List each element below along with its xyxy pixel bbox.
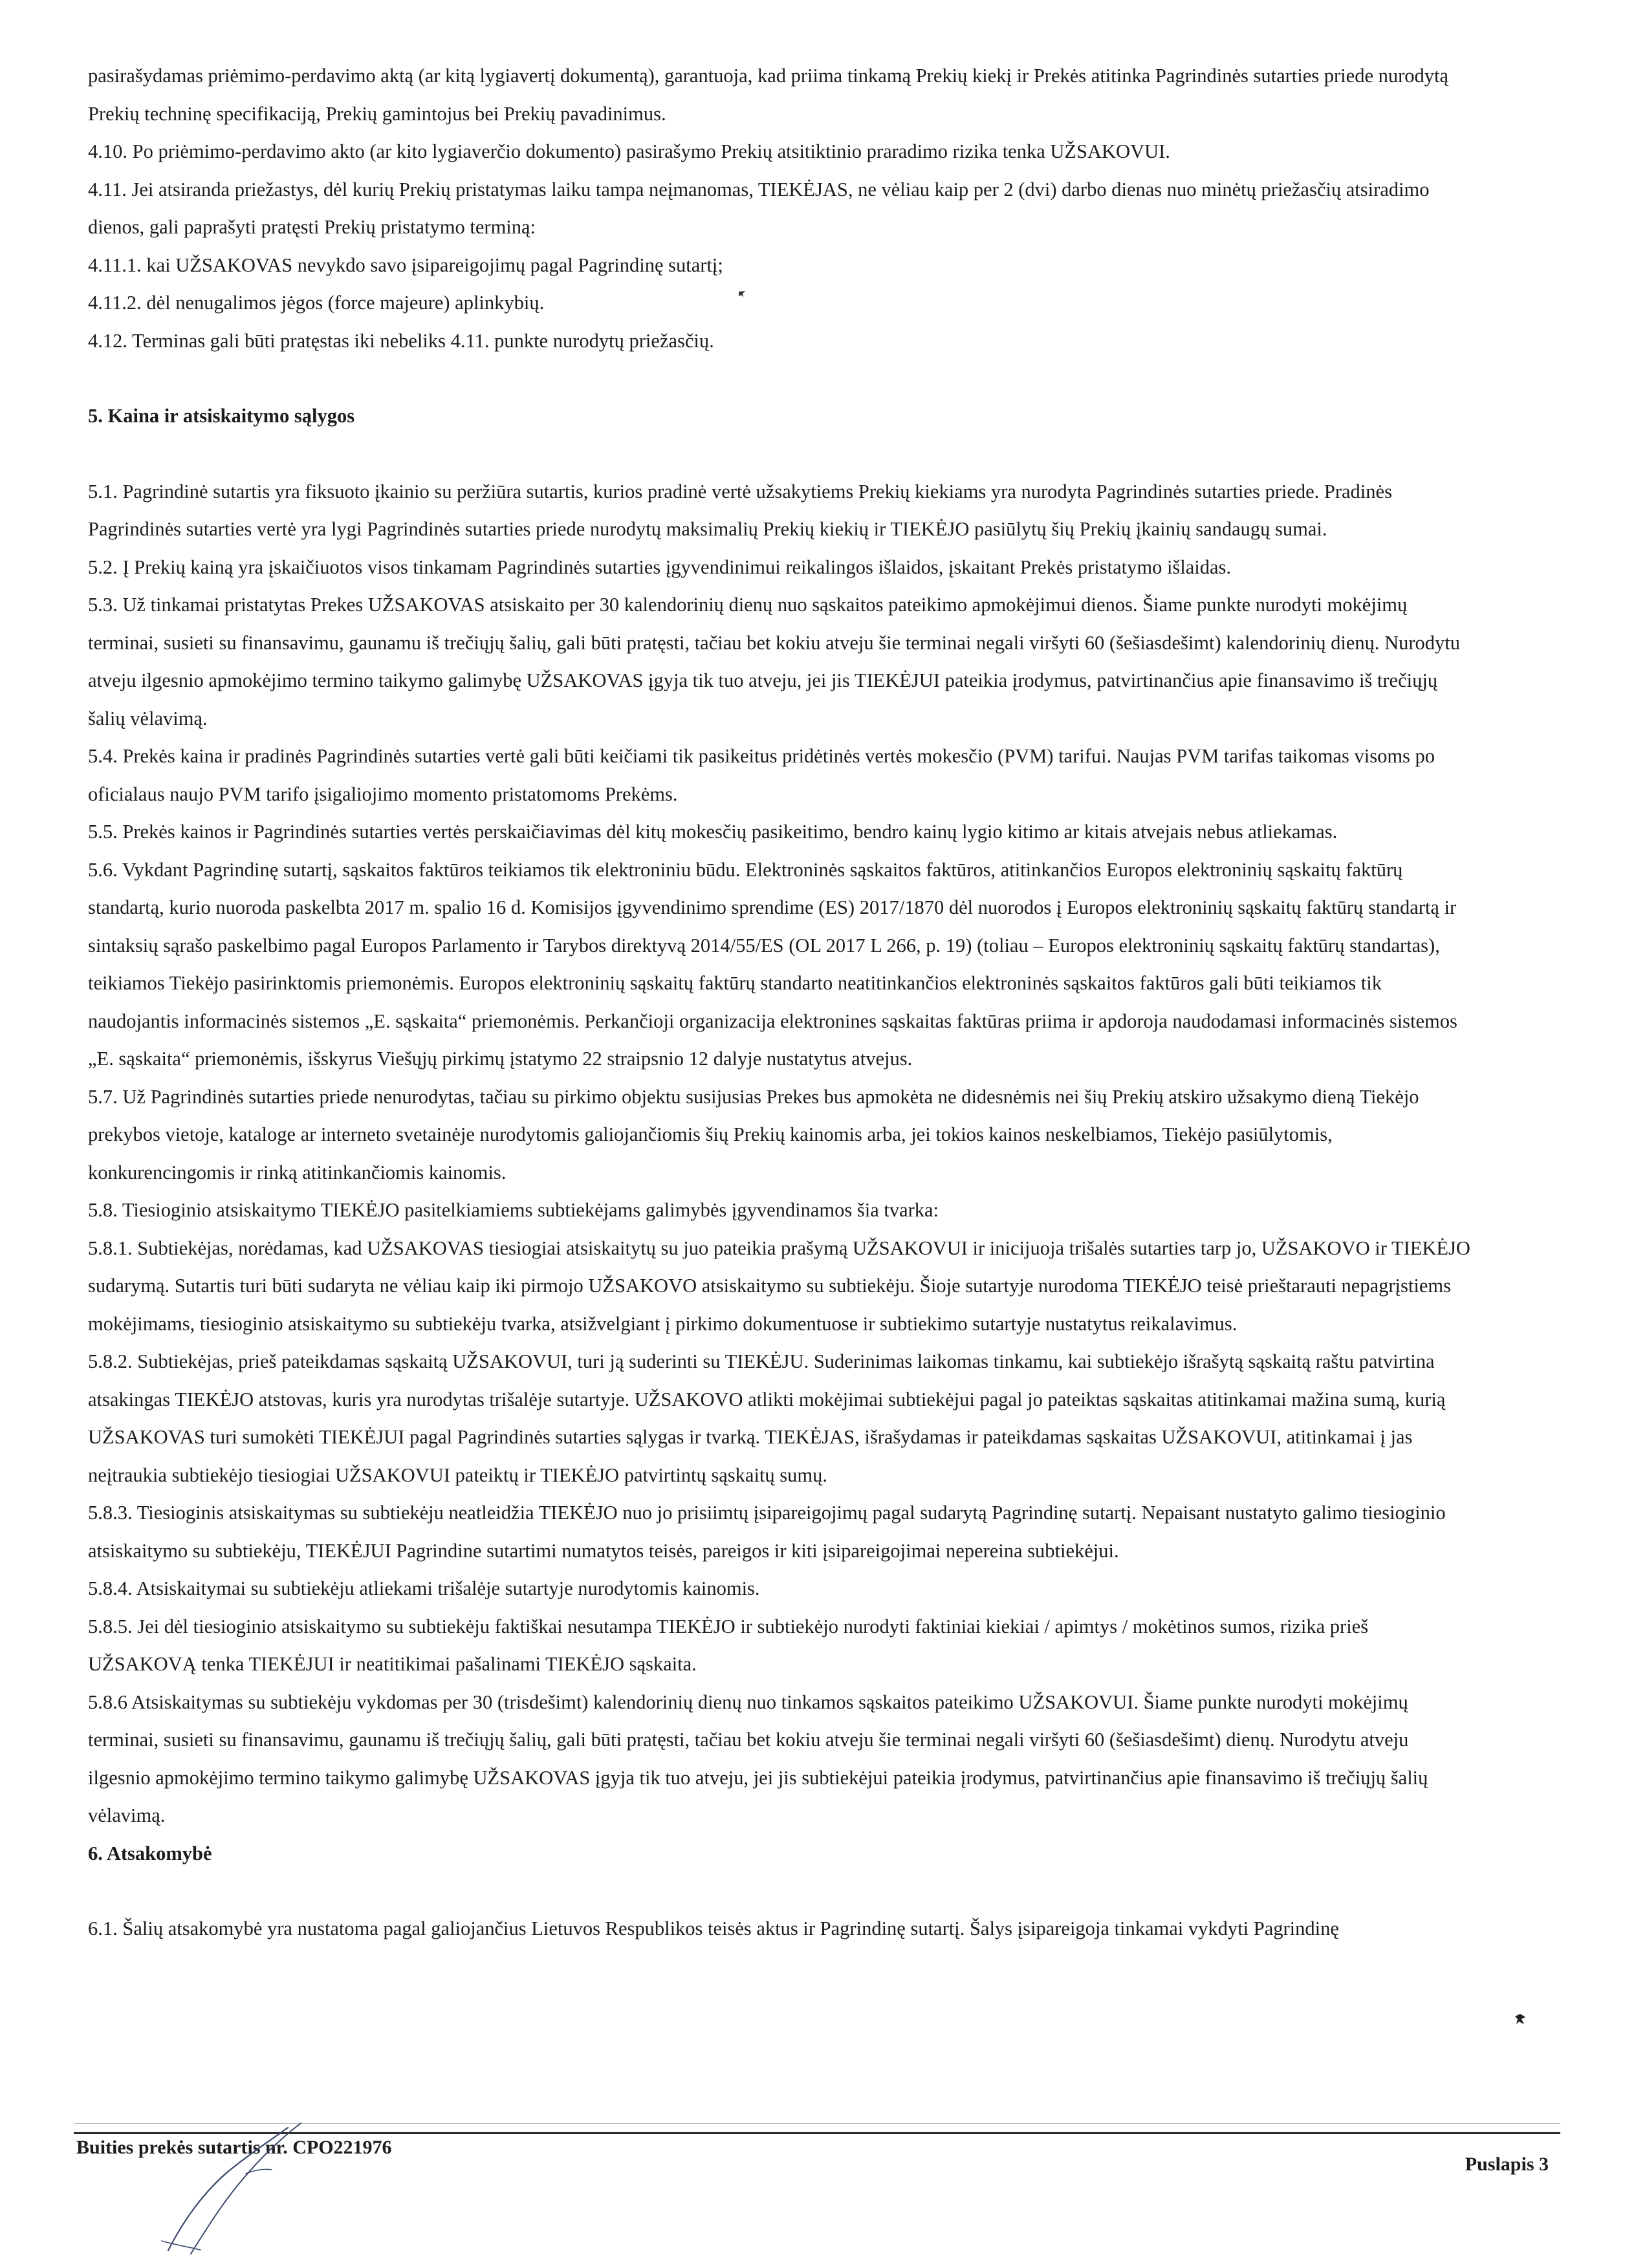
paragraph-5-3: 5.3. Už tinkamai pristatytas Prekes UŽSAKOVAS atsiskaito per 30 kalendorinių dienų nuo sąskaitos pateikimo apmokėjimui dienos. Šiame punkte nurodyti mokėjimų terminai, susieti su finansavimu, gaunamu iš trečiųjų šalių, gali būti pratęsti, tačiau bet kokiu atveju šie terminai negali viršyti 60 (šešiasdešimt) kalendorinių dienų. Nurodytu atveju ilgesnio apmokėjimo termino taikymo galimybę UŽSAKOVAS įgyja tik tuo atveju, jei jis TIEKĖJUI pateikia įrodymus, patvirtinančius apie finansavimo iš trečiųjų šalių vėlavimą. — [88, 594, 1460, 729]
paragraph-5-8-2: 5.8.2. Subtiekėjas, prieš pateikdamas sąskaitą UŽSAKOVUI, turi ją suderinti su TIEKĖJU. Suderinimas laikomas tinkamu, kai subtiekėjo išrašytą sąskaitą raštu patvirtina atsakingas TIEKĖJO atstovas, kuris yra nurodytas trišalėje sutartyje. UŽSAKOVO atlikti mokėjimai subtiekėjui pagal jo pateiktas sąskaitas atitinkamai mažina sumą, kurią UŽSAKOVAS turi sumokėti TIEKĖJUI pagal Pagrindinės sutarties sąlygas ir tvarką. TIEKĖJAS, išrašydamas ir pateikdamas sąskaitas UŽSAKOVUI, atitinkamai į jas neįtraukia subtiekėjo tiesiogiai UŽSAKOVUI pateiktų ir TIEKĖJO patvirtintų sąskaitų sumų. — [88, 1350, 1446, 1486]
paragraph-5-8: 5.8. Tiesioginio atsiskaitymo TIEKĖJO pasitelkiamiems subtiekėjams galimybės įgyvendinamos šia tvarka: — [88, 1199, 939, 1221]
paragraph-5-4: 5.4. Prekės kaina ir pradinės Pagrindinės sutarties vertė gali būti keičiami tik pasikeitus pridėtinės vertės mokesčio (PVM) tarifui. Naujas PVM tarifas taikomas visoms po oficialaus naujo PVM tarifo įsigaliojimo momento pristatomoms Prekėms. — [88, 745, 1435, 805]
scan-speck — [737, 290, 747, 299]
paragraph-5-5: 5.5. Prekės kainos ir Pagrindinės sutarties vertės perskaičiavimas dėl kitų mokesčių pasikeitimo, bendro kainų lygio kitimo ar kitais atvejais nebus atliekamas. — [88, 821, 1338, 843]
paragraph-5-8-5: 5.8.5. Jei dėl tiesioginio atsiskaitymo su subtiekėju faktiškai nesutampa TIEKĖJO ir subtiekėjo nurodyti faktiniai kiekiai / apimtys / mokėtinos sumos, rizika prieš UŽSAKOVĄ tenka TIEKĖJUI ir neatitikimai pašalinami TIEKĖJO sąskaita. — [88, 1615, 1369, 1675]
footer-contract-number: Buities prekės sutartis nr. CPO221976 — [76, 2137, 392, 2158]
paragraph-5-6: 5.6. Vykdant Pagrindinę sutartį, sąskaitos faktūros teikiamos tik elektroniniu būdu. Elektroninės sąskaitos faktūros, atitinkančios Europos elektroninių sąskaitų faktūrų standartą, kurio nuoroda paskelbta 2017 m. spalio 16 d. Komisijos įgyvendinimo sprendime (ES) 2017/1870 dėl nuorodos į Europos elektroninių sąskaitų faktūrų standartą ir sintaksių sąrašo paskelbimo pagal Europos Parlamento ir Tarybos direktyvą 2014/55/ES (OL 2017 L 266, p. 19) (toliau – Europos elektroninių sąskaitų faktūrų standartas), teikiamos Tiekėjo pasirinktomis priemonėmis. Europos elektroninių sąskaitų faktūrų standarto neatitinkančios elektroninės sąskaitos faktūros gali būti teikiamos tik naudojantis informacinės sistemos „E. sąskaita“ priemonėmis. Perkančioji organizacija elektronines sąskaitas faktūras priima ir apdoroja naudodamasi informacinės sistemos „E. sąskaita“ priemonėmis, išskyrus Viešųjų pirkimų įstatymo 22 straipsnio 12 dalyje nustatytus atvejus. — [88, 858, 1457, 1070]
scan-speck — [1512, 2011, 1528, 2027]
paragraph-5-8-1: 5.8.1. Subtiekėjas, norėdamas, kad UŽSAKOVAS tiesiogiai atsiskaitytų su juo pateikia prašymą UŽSAKOVUI ir inicijuoja trišalės sutarties tarp jo, UŽSAKOVO ir TIEKĖJO sudarymą. Sutartis turi būti sudaryta ne vėliau kaip iki pirmojo UŽSAKOVO atsiskaitymo su subtiekėju. Šioje sutartyje nurodoma TIEKĖJO teisė prieštarauti nepagrįstiems mokėjimams, tiesioginio atsiskaitymo su subtiekėju tvarka, atsižvelgiant į pirkimo dokumentuose ir subtiekimo sutartyje nustatytus reikalavimus. — [88, 1237, 1470, 1335]
paragraph-5-8-6: 5.8.6 Atsiskaitymas su subtiekėju vykdomas per 30 (trisdešimt) kalendorinių dienų nuo tinkamos sąskaitos pateikimo UŽSAKOVUI. Šiame punkte nurodyti mokėjimų terminai, susieti su finansavimu, gaunamu iš trečiųjų šalių, gali būti pratęsti, tačiau bet kokiu atveju šie terminai negali viršyti 60 (šešiasdešimt) dienų. Nurodytu atveju ilgesnio apmokėjimo termino taikymo galimybę UŽSAKOVAS įgyja tik tuo atveju, jei jis subtiekėjui pateikia įrodymus, patvirtinančius apie finansavimo iš trečiųjų šalių vėlavimą. — [88, 1690, 1428, 1826]
footer-page-number: Puslapis 3 — [1465, 2154, 1549, 2175]
paragraph-5-8-3: 5.8.3. Tiesioginis atsiskaitymas su subtiekėju neatleidžia TIEKĖJO nuo jo prisiimtų įsipareigojimų pagal sudarytą Pagrindinę sutartį. Nepaisant nustatyto galimo tiesioginio atsiskaitymo su subtiekėju, TIEKĖJUI Pagrindine sutartimi numatytos teisės, pareigos ir kiti įsipareigojimai nepereina subtiekėjui. — [88, 1502, 1446, 1562]
paragraph-5-2: 5.2. Į Prekių kainą yra įskaičiuotos visos tinkamam Pagrindinės sutarties įgyvendinimui reikalingos išlaidos, įskaitant Prekės pristatymo išlaidas. — [88, 556, 1232, 578]
body-text — [88, 57, 1472, 1948]
paragraph-4-11-1: 4.11.1. kai UŽSAKOVAS nevykdo savo įsipareigojimų pagal Pagrindinę sutartį; — [88, 254, 723, 276]
paragraph-4-11-2: 4.11.2. dėl nenugalimos jėgos (force majeure) aplinkybių. — [88, 292, 545, 314]
section-6-heading: 6. Atsakomybė — [88, 1842, 212, 1864]
paragraph-5-8-4: 5.8.4. Atsiskaitymai su subtiekėju atliekami trišalėje sutartyje nurodytomis kainomis. — [88, 1577, 760, 1599]
section-5-heading: 5. Kaina ir atsiskaitymo sąlygos — [88, 405, 355, 427]
paragraph-4-9-continued: pasirašydamas priėmimo-perdavimo aktą (ar kitą lygiavertį dokumentą), garantuoja, kad priima tinkamą Prekių kiekį ir Prekės atitinka Pagrindinės sutarties priede nurodytą Prekių techninę specifikaciją, Prekių gamintojus bei Prekių pavadinimus. — [88, 65, 1449, 125]
paragraph-4-11: 4.11. Jei atsiranda priežastys, dėl kurių Prekių pristatymas laiku tampa neįmanomas, TIEKĖJAS, ne vėliau kaip per 2 (dvi) darbo dienas nuo minėtų priežasčių atsiradimo dienos, gali paprašyti pratęsti Prekių pristatymo terminą: — [88, 178, 1430, 238]
paragraph-4-12: 4.12. Terminas gali būti pratęstas iki nebeliks 4.11. punkte nurodytų priežasčių. — [88, 329, 714, 352]
paragraph-4-10: 4.10. Po priėmimo-perdavimo akto (ar kito lygiaverčio dokumento) pasirašymo Prekių atsitiktinio praradimo rizika tenka UŽSAKOVUI. — [88, 140, 1170, 162]
paragraph-5-1: 5.1. Pagrindinė sutartis yra fiksuoto įkainio su peržiūra sutartis, kurios pradinė vertė užsakytiems Prekių kiekiams yra nurodyta Pagrindinės sutarties priede. Pradinės Pagrindinės sutarties vertė yra lygi Pagrindinės sutarties priede nurodytų maksimalių Prekių kiekių ir TIEKĖJO pasiūlytų šių Prekių įkainių sandaugų sumai. — [88, 480, 1392, 540]
paragraph-5-7: 5.7. Už Pagrindinės sutarties priede nenurodytas, tačiau su pirkimo objektu susijusias Prekes bus apmokėta ne didesnėmis nei šių Prekių atskiro užsakymo dieną Tiekėjo prekybos vietoje, kataloge ar interneto svetainėje nurodytomis galiojančiomis šių Prekių kainomis arba, jei tokios kainos neskelbiamos, Tiekėjo pasiūlytomis, konkurencingomis ir rinką atitinkančiomis kainomis. — [88, 1085, 1419, 1183]
paragraph-6-1: 6.1. Šalių atsakomybė yra nustatoma pagal galiojančius Lietuvos Respublikos teisės aktus ir Pagrindinę sutartį. Šalys įsipareigoja tinkamai vykdyti Pagrindinę — [88, 1917, 1339, 1939]
handwritten-signature — [155, 2111, 323, 2260]
